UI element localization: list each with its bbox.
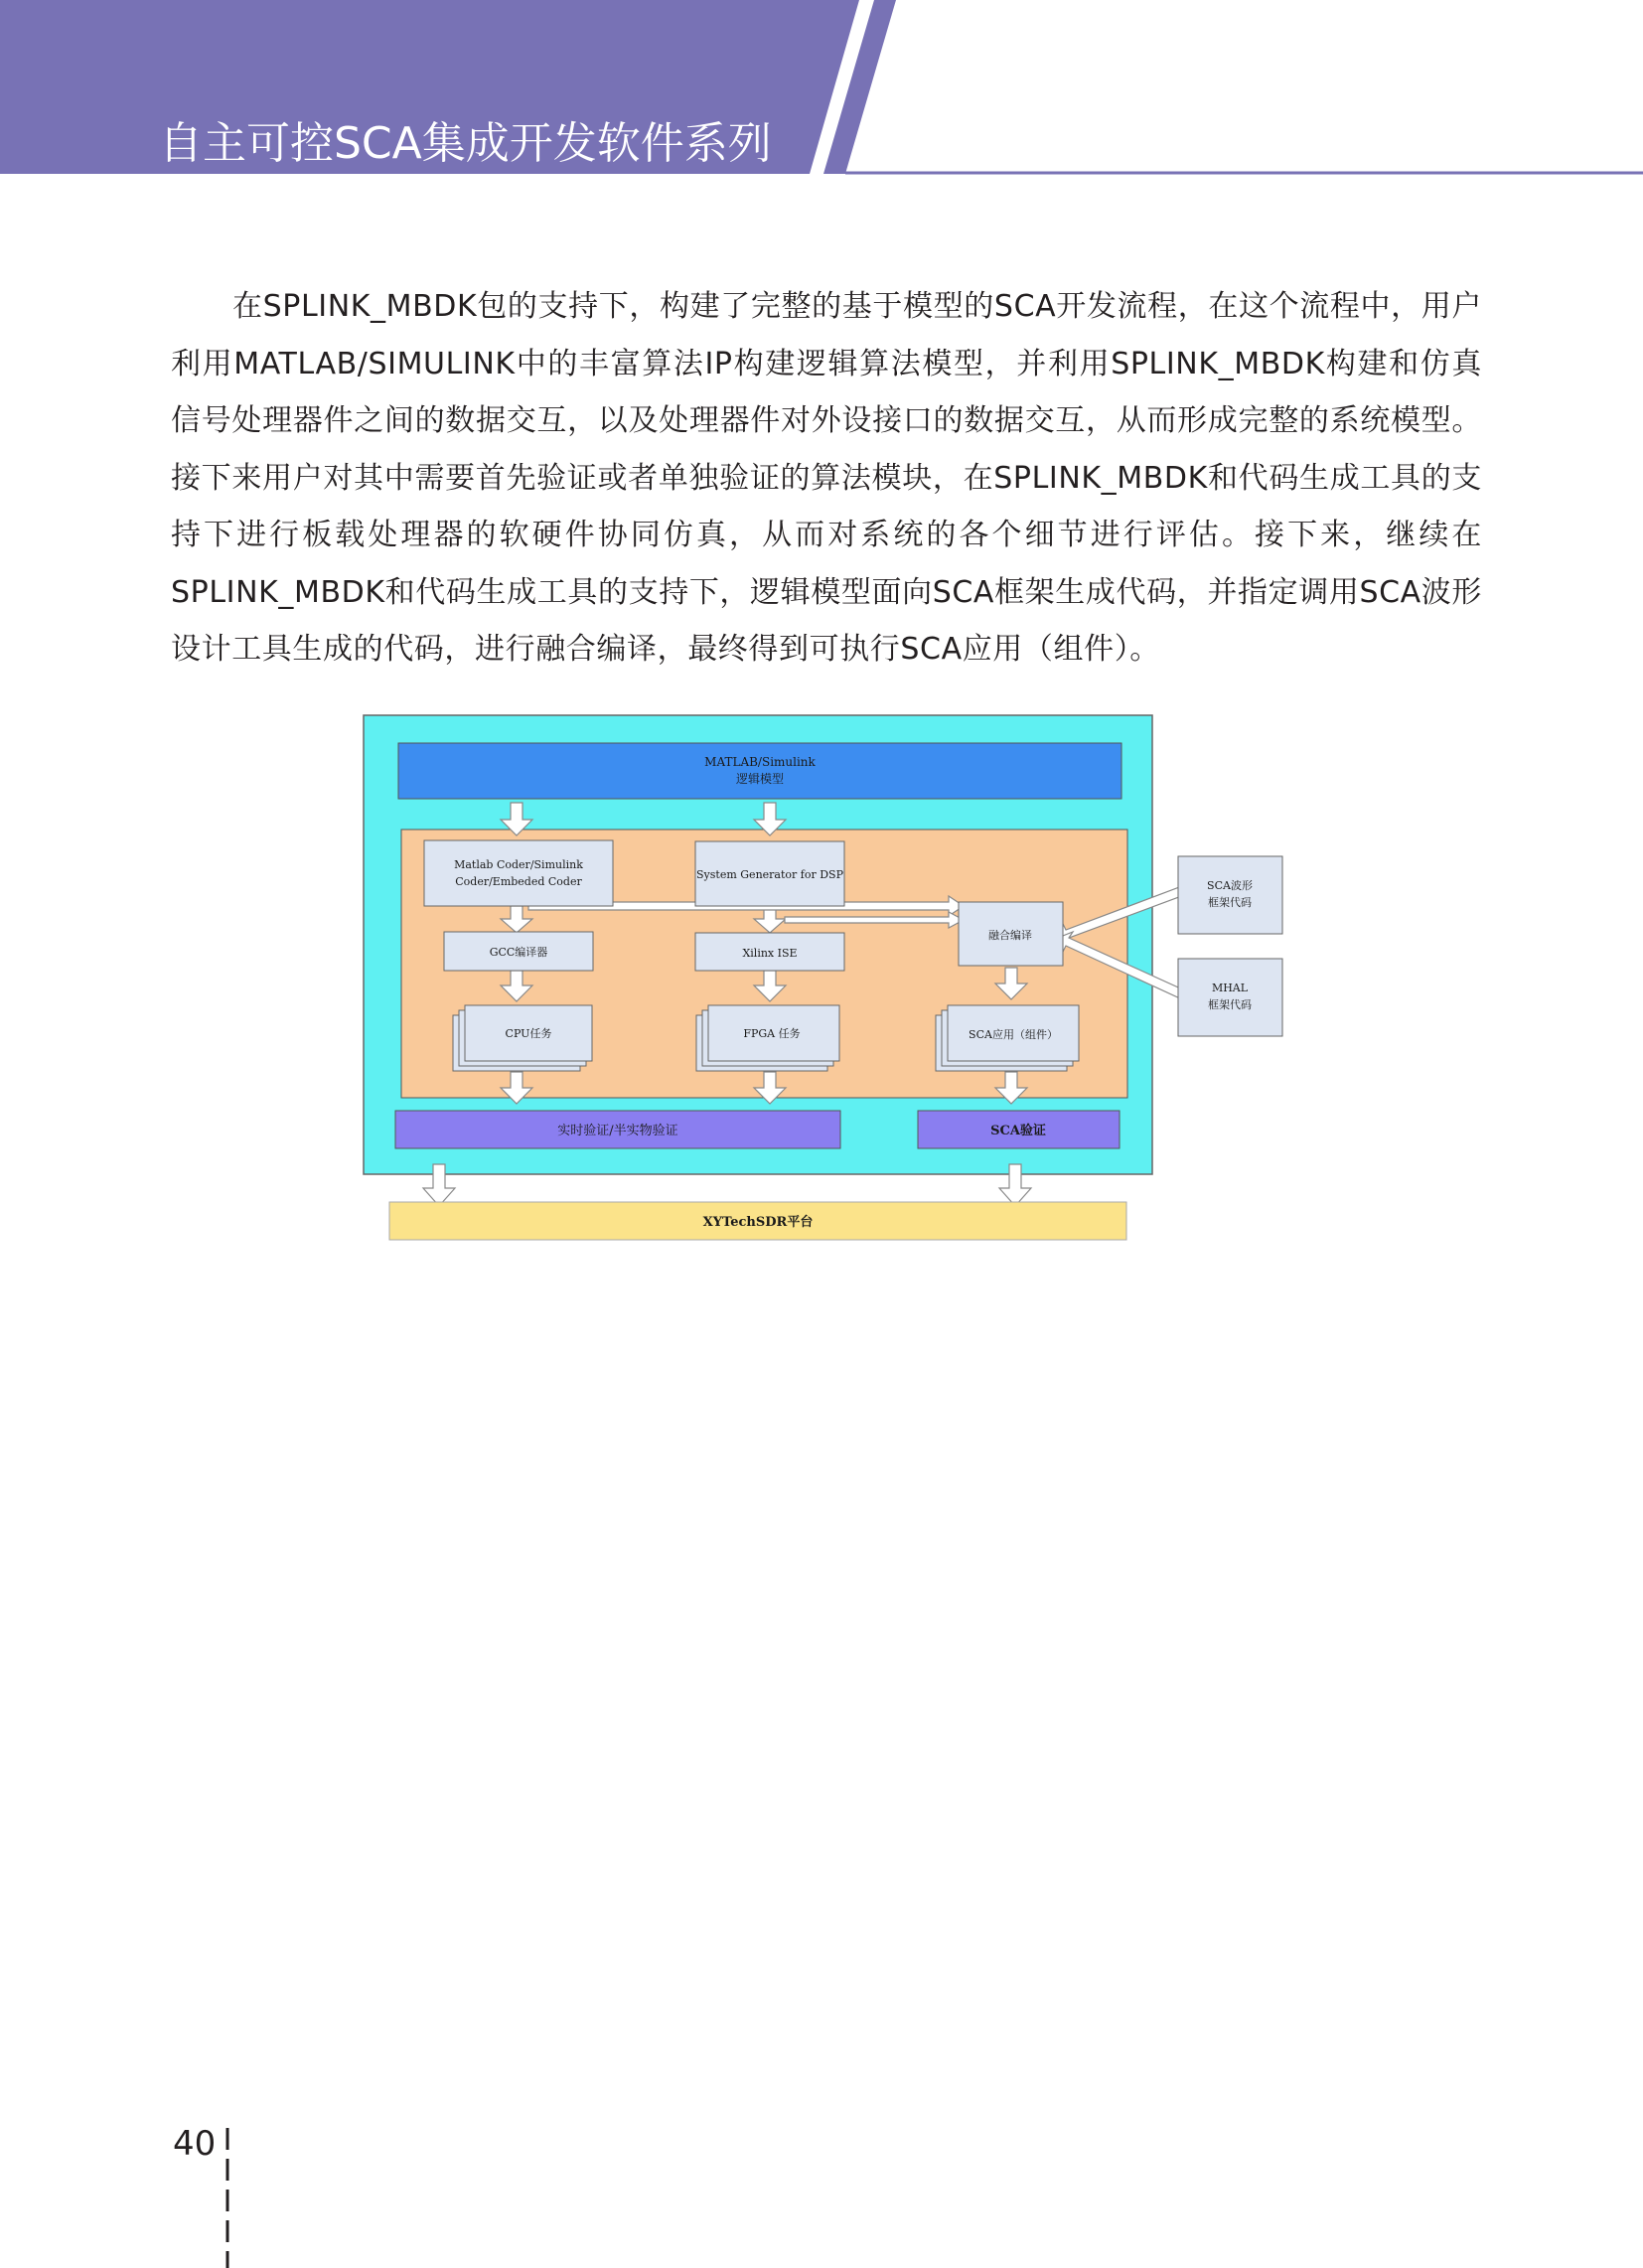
platform-label: XYTechSDR平台 — [702, 1215, 814, 1230]
fpga-task-label: FPGA 任务 — [743, 1027, 801, 1040]
coder-label-line1: Matlab Coder/Simulink — [454, 858, 583, 871]
mhal-block — [1178, 959, 1282, 1036]
sca-app-label: SCA应用（组件） — [969, 1028, 1058, 1041]
cpu-task-label: CPU任务 — [505, 1027, 552, 1040]
sca-waveform-block — [1178, 856, 1282, 934]
mhal-label-line1: MHAL — [1211, 982, 1249, 994]
page-header — [0, 0, 1643, 179]
sca-waveform-label-line2: 框架代码 — [1208, 896, 1252, 909]
merge-compile-label: 融合编译 — [988, 929, 1032, 942]
matlab-simulink-label: MATLAB/Simulink — [704, 755, 816, 769]
system-generator-label: System Generator for DSP — [696, 868, 843, 881]
coder-label-line2: Coder/Embeded Coder — [455, 875, 582, 888]
matlab-simulink-block — [398, 743, 1121, 799]
body-paragraph: 在SPLINK_MBDK包的支持下，构建了完整的基于模型的SCA开发流程，在这个流程中，用户利用MATLAB/SIMULINK中的丰富算法IP构建逻辑算法模型，并利用SPLINK_MBDK构建和仿真信号处理器件之间的数据交互，以及处理器件对外设接口的数据交互，从而形成完整的系统模型。接下来用户对其中需要首先验证或者单独验证的算法模块，在SPLINK_MBDK和代码生成工具的支持下进行板载处理器的软硬件协同仿真，从而对系统的各个细节进行评估。接下来，继续在SPLINK_MBDK和代码生成工具的支持下，逻辑模型面向SCA框架生成代码，并指定调用SCA波形设计工具生成的代码，进行融合编译，最终得到可执行SCA应用（组件）。 — [171, 289, 1482, 667]
realtime-verify-label: 实时验证/半实物验证 — [557, 1124, 678, 1138]
sca-verify-label: SCA验证 — [990, 1124, 1046, 1138]
page-number-divider — [224, 2128, 232, 2268]
sca-waveform-label-line1: SCA波形 — [1207, 879, 1253, 892]
series-title: 自主可控SCA集成开发软件系列 — [159, 118, 772, 169]
xilinx-ise-label: Xilinx ISE — [742, 947, 798, 960]
logic-model-label: 逻辑模型 — [735, 772, 785, 786]
page-number: 40 — [173, 2124, 217, 2164]
gcc-compiler-label: GCC编译器 — [489, 946, 548, 959]
mhal-label-line2: 框架代码 — [1208, 998, 1252, 1011]
coder-block — [424, 840, 613, 906]
sca-development-flow-diagram — [358, 707, 1301, 1254]
